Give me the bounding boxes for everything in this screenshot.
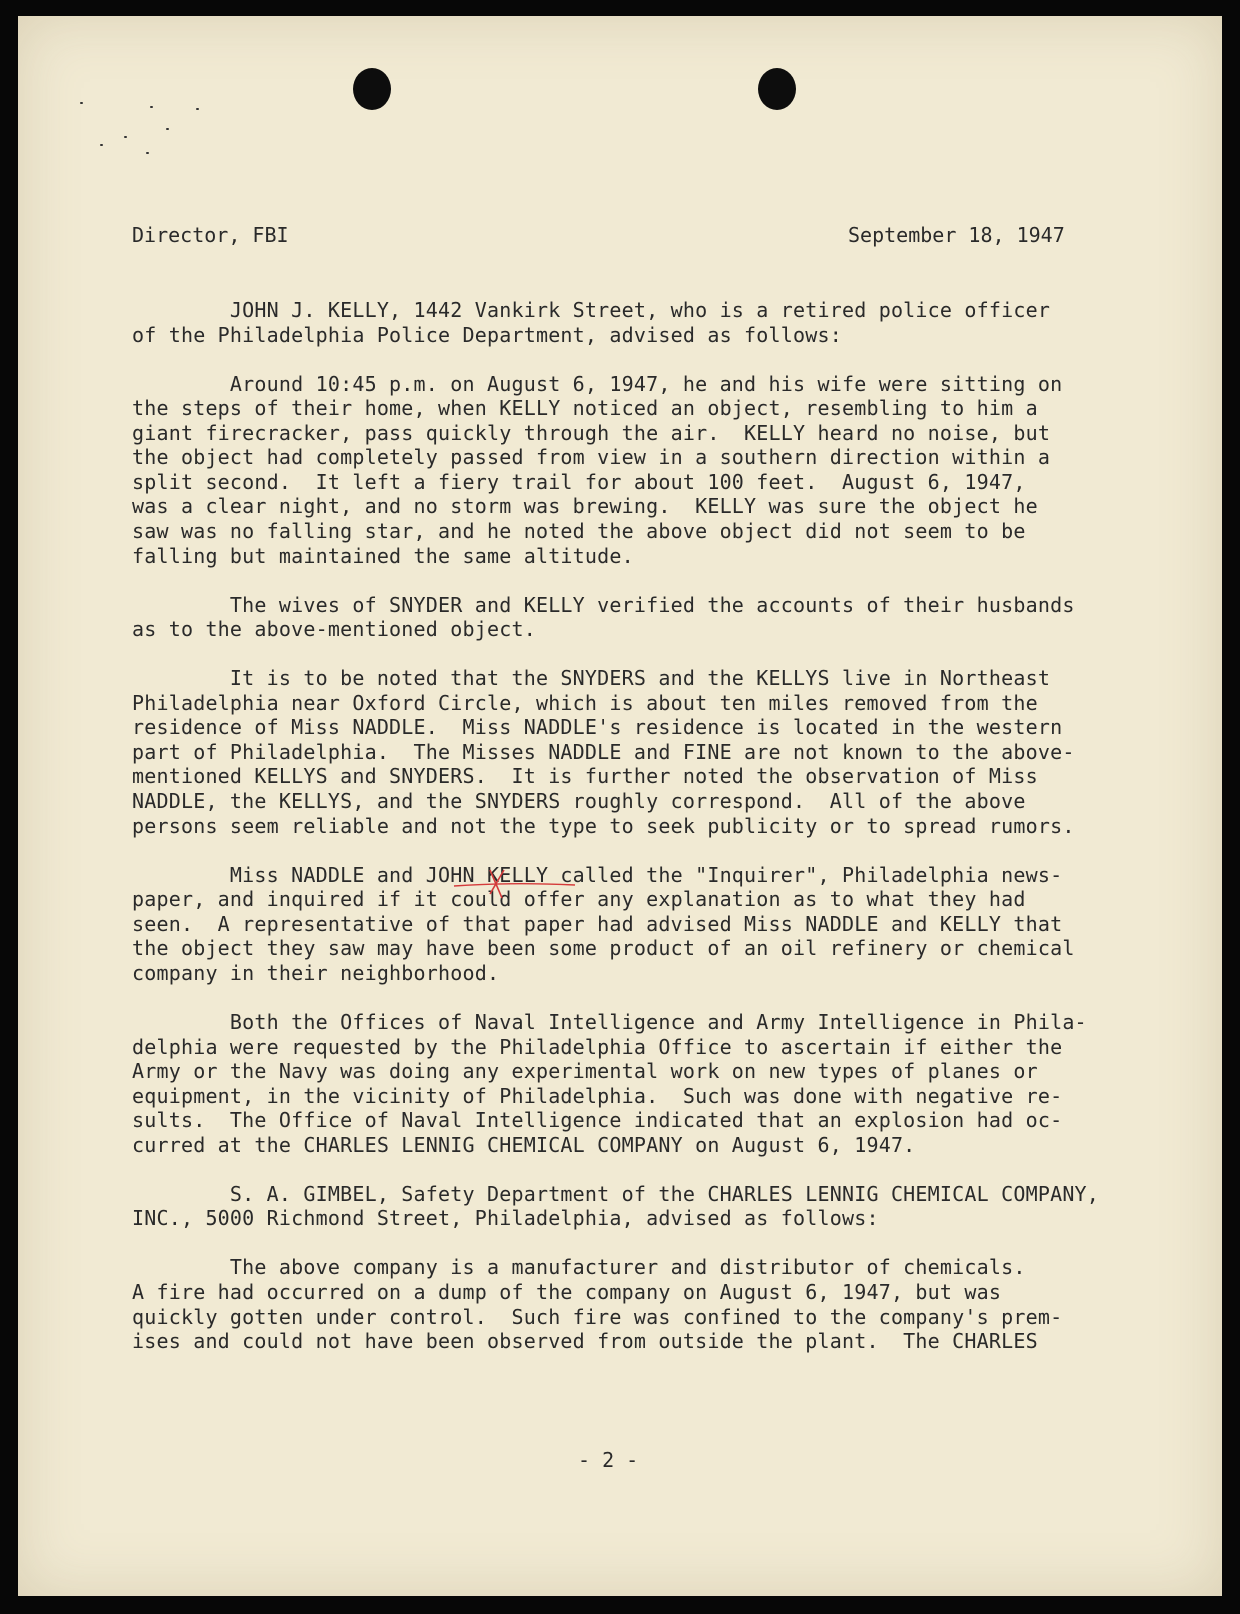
speck (146, 152, 149, 154)
body-line: NADDLE, the KELLYS, and the SNYDERS roughly correspond. All of the above (132, 789, 1026, 813)
speck (150, 106, 153, 108)
body-line: part of Philadelphia. The Misses NADDLE and FINE are not known to the above- (132, 739, 1075, 764)
body-line: company in their neighborhood. (132, 960, 500, 985)
body-line: saw was no falling star, and he noted the above object did not seem to be (132, 518, 1026, 543)
body-line: sults. The Office of Naval Intelligence indicated that an explosion had oc- (132, 1108, 1063, 1133)
body-line: ises and could not have been observed from outside the plant. The CHARLES (132, 1329, 1038, 1354)
speck (124, 136, 127, 138)
body-line: the object had completely passed from view in a southern direction within a (132, 445, 1051, 470)
body-line: giant firecracker, pass quickly through the air. KELLY heard no noise, but (132, 420, 1051, 445)
body-line: residence of Miss NADDLE. Miss NADDLE's residence is located in the western (132, 715, 1063, 740)
body-line: JOHN J. KELLY, 1442 Vankirk Street, who is a retired police officer (132, 298, 1051, 322)
body-line: INC., 5000 Richmond Street, Philadelphia, advised as follows: (132, 1206, 879, 1231)
body-line: as to the above-mentioned object. (132, 617, 536, 642)
body-line: of the Philadelphia Police Department, advised as follows: (132, 322, 842, 347)
body-line: Army or the Navy was doing any experimental work on new types of planes or (132, 1059, 1038, 1084)
body-line: curred at the CHARLES LENNIG CHEMICAL COMPANY on August 6, 1947. (132, 1132, 916, 1157)
body-line: It is to be noted that the SNYDERS and the KELLYS live in Northeast (132, 666, 1051, 691)
speck (166, 128, 169, 130)
page-number: - 2 - (578, 1448, 639, 1472)
body-line: the steps of their home, when KELLY noticed an object, resembling to him a (132, 396, 1038, 421)
body-line: Miss NADDLE and JOHN KELLY called the "Inquirer", Philadelphia news- (132, 862, 1063, 887)
punch-hole-right (758, 68, 796, 110)
speck (196, 108, 199, 110)
body-line: falling but maintained the same altitude. (132, 543, 634, 568)
body-line: delphia were requested by the Philadelphia Office to ascertain if either the (132, 1034, 1063, 1059)
body-line: equipment, in the vicinity of Philadelphia. Such was done with negative re- (132, 1083, 1063, 1108)
document-page (18, 16, 1222, 1596)
body-line: S. A. GIMBEL, Safety Department of the CHARLES LENNIG CHEMICAL COMPANY, (132, 1181, 1100, 1206)
speck (80, 102, 83, 104)
body-line: was a clear night, and no storm was brewing. KELLY was sure the object he (132, 494, 1038, 519)
body-line: A fire had occurred on a dump of the company on August 6, 1947, but was (132, 1280, 1002, 1304)
body-line: Both the Offices of Naval Intelligence and Army Intelligence in Phila- (132, 1009, 1087, 1034)
date-line: September 18, 1947 (848, 223, 1065, 247)
recipient-line: Director, FBI (132, 223, 289, 247)
body-line: Around 10:45 p.m. on August 6, 1947, he and his wife were sitting on (132, 371, 1063, 396)
body-line: paper, and inquired if it could offer any explanation as to what they had (132, 887, 1026, 912)
body-line: mentioned KELLYS and SNYDERS. It is further noted the observation of Miss (132, 764, 1038, 789)
body-line: persons seem reliable and not the type to seek publicity or to spread rumors. (132, 813, 1075, 838)
body-line: the object they saw may have been some product of an oil refinery or chemical (132, 936, 1075, 961)
body-line: split second. It left a fiery trail for about 100 feet. August 6, 1947, (132, 469, 1026, 494)
body-line: Philadelphia near Oxford Circle, which is about ten miles removed from the (132, 690, 1038, 715)
body-line: seen. A representative of that paper had advised Miss NADDLE and KELLY that (132, 911, 1063, 936)
body-line: The wives of SNYDER and KELLY verified the accounts of their husbands (132, 592, 1075, 617)
punch-hole-left (353, 68, 391, 110)
body-line: quickly gotten under control. Such fire was confined to the company's prem- (132, 1304, 1063, 1329)
body-line: The above company is a manufacturer and distributor of chemicals. (132, 1255, 1026, 1280)
speck (100, 144, 103, 146)
